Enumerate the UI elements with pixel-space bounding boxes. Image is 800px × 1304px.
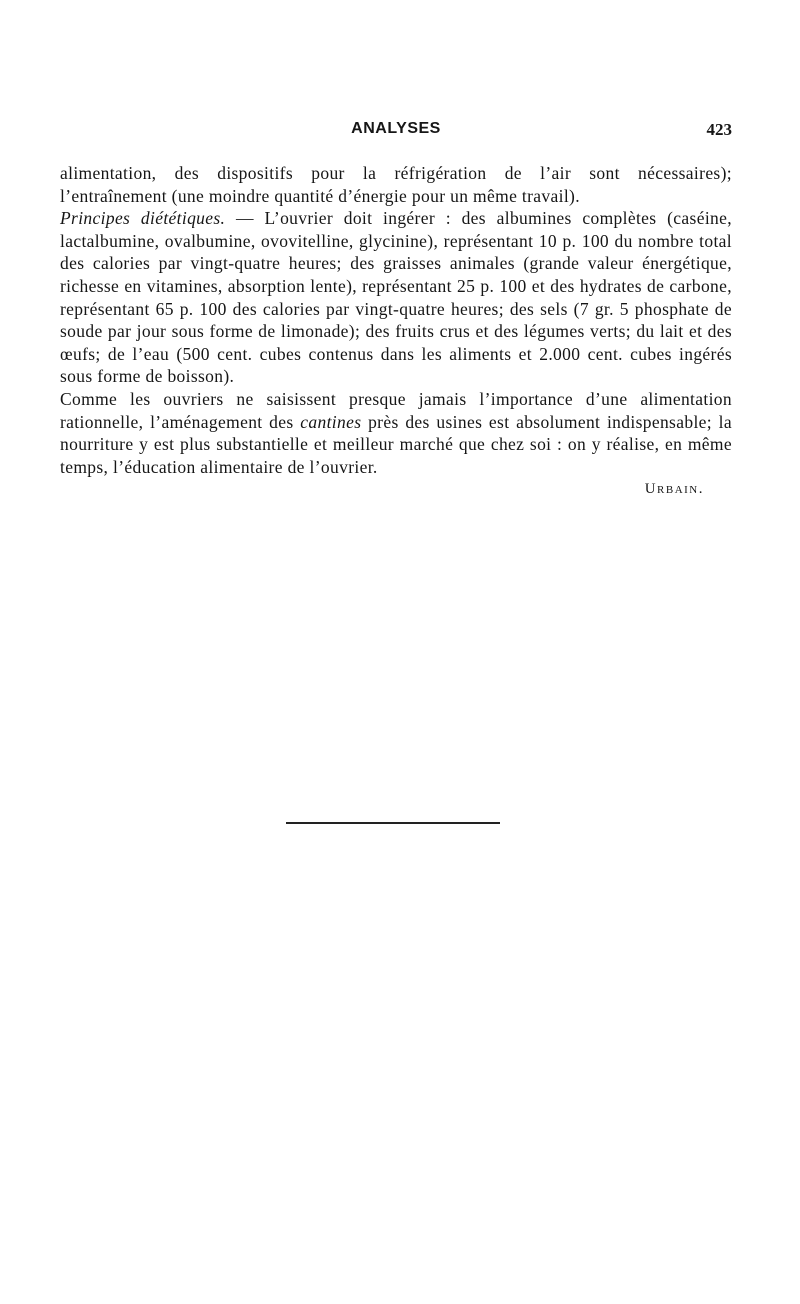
text-run: alimentation, des dispositifs pour la réfrigération de l’air sont nécessaires); [60,163,732,183]
paragraph-continuation-line-2 [60,185,732,208]
author-signature: Urbain. [644,481,704,498]
heading-dash: — [225,208,265,229]
article-body [60,162,732,501]
page-number: 423 [706,120,732,139]
text-run: l’entraînement (une moindre quantité d’énergie pour un même travail). [60,185,580,206]
section-separator-rule [286,822,500,824]
paragraph-text: Comme les ouvriers ne saisissent presque jamais l’importance d’une alimentation rationnelle, l’aménagement des [60,388,732,432]
paragraph-dietary-principles [60,207,732,388]
paragraph-cantines [60,388,732,478]
paragraph-text: L’ouvrier doit ingérer : des albumines complètes (caséine, lactalbumine, ovalbumine, ovovitelline, glycinine), représentant 10 p. 100 du nombre total des calories par vingt-quatre heures; des graisses animales (grande valeur énergétique, richesse en vitamines, absorption lente), représentant 25 p. 100 et des hydrates de carbone, représentant 65 p. 100 des calories par vingt-quatre heures; des sels (7 gr. 5 phosphate de soude par jour sous forme de limonade); des fruits crus et des légumes verts; du lait et des œufs; de l’eau (500 cent. cubes contenus dans les aliments et 2.000 cent. cubes ingérés sous forme de boisson). [60,208,732,387]
paragraph-heading: Principes diététiques. [60,208,226,229]
paragraph-continuation-line-1 [60,162,732,185]
section-title: ANALYSES [351,120,441,137]
italic-term: cantines [300,411,362,432]
paragraph-text: près des usines est absolument indispensable; la nourriture y est plus substantielle et meilleur marché que chez soi : on y réalise, en même temps, l’éducation alimentaire de l’ouvrier. [60,411,732,477]
running-header [60,120,732,144]
